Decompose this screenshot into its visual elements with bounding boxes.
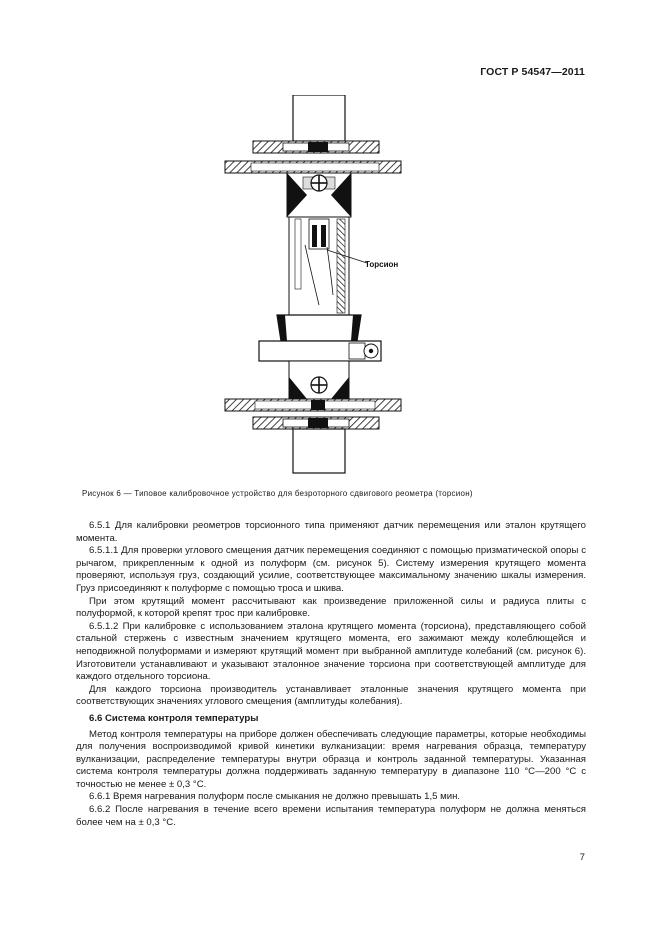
figure-caption: Рисунок 6 — Типовое калибровочное устройство для безроторного сдвигового реометра (торсион): [82, 489, 473, 498]
document-header: ГОСТ Р 54547—2011: [480, 66, 585, 78]
bottom-shaft: [293, 429, 345, 473]
paragraph: 6.5.1.2 При калибровке с использованием эталона крутящего момента (торсиона), представляющего собой стальной стержень с известным значением крутящего момента, его зажимают между колеблющейся и неподвижной полуформами и измеряют крутящий момент при выбранной амплитуде колебаний (см. рисунок 6). Изготовители устанавливают и указывают эталонное значение торсиона при соответствующей амплитуде для каждого отдельного торсиона.: [76, 620, 586, 683]
torsion-label: Торсион: [365, 260, 399, 269]
paragraph: Для каждого торсиона производитель устанавливает эталонные значения крутящего момента при соответствующих значениях углового смещения (амплитуды колебания).: [76, 683, 586, 708]
torsion-calibration-figure: [215, 95, 415, 475]
page-number: 7: [579, 852, 585, 863]
collar: [277, 315, 361, 341]
paragraph: 6.6.2 После нагревания в течение всего времени испытания температура полуформ не должна меняться более чем на ± 0,3 °С.: [76, 804, 586, 828]
top-shaft: [293, 95, 345, 141]
paragraph: 6.6.1 Время нагревания полуформ после смыкания не должно превышать 1,5 мин.: [89, 791, 461, 803]
paragraph: При этом крутящий момент рассчитывают как произведение приложенной силы и радиуса плиты с полуформой, к которой крепят трос при калибровке.: [76, 595, 586, 620]
document-body: [76, 520, 586, 829]
section-heading: 6.6 Система контроля температуры: [89, 712, 259, 724]
torsion-device-drawing: [215, 95, 415, 475]
paragraph: 6.5.1 Для калибровки реометров торсионного типа применяют датчик перемещения или эталон крутящего момента.: [76, 520, 586, 544]
paragraph: Метод контроля температуры на приборе должен обеспечивать следующие параметры, которые необходимы для получения воспроизводимой кривой кинетики вулканизации: время нагревания образца, температуру вулканизации, распределение температуры внутри образца и контроль заданной температуры. Указанная система контроля температуры должна поддерживать заданную температуру в диапазоне 110 °С—200 °С с точностью не менее ± 0,3 °С.: [76, 728, 586, 790]
paragraph: 6.5.1.1 Для проверки углового смещения датчик перемещения соединяют с помощью призматической опоры с рычагом, прикрепленным к одной из полуформ (см. рисунок 5). Систему измерения крутящего момента проверяют, используя груз, создающий усилие, соответствующее максимальному значению шкалы измерения. Груз присоединяют к полуформе с помощью троса и шкива.: [76, 545, 586, 594]
